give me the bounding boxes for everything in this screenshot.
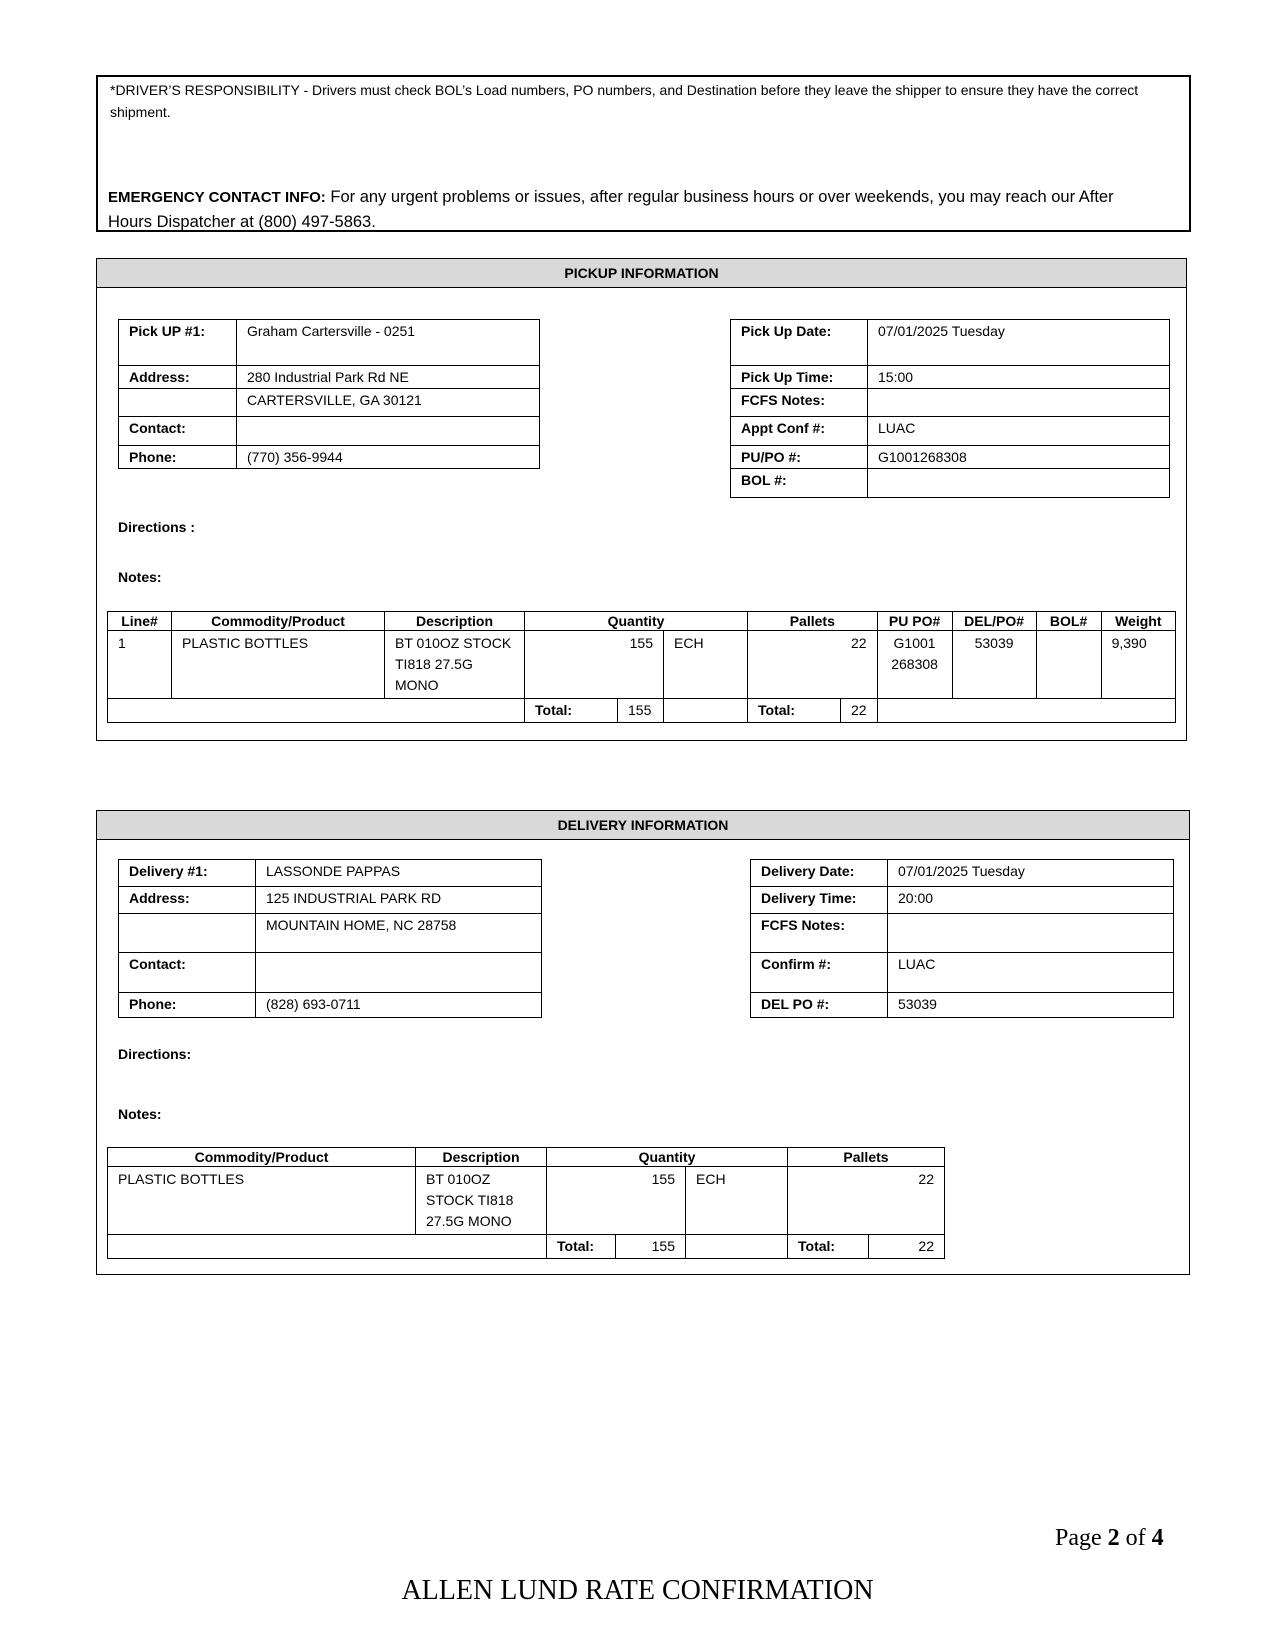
delivery-schedule-table — [750, 859, 1174, 1018]
delivery-delpo-label: DEL PO #: — [751, 993, 888, 1018]
col-pallets: Pallets — [748, 612, 878, 631]
delivery-delpo-value: 53039 — [888, 993, 1174, 1018]
page-of: of — [1119, 1525, 1152, 1551]
delivery-section — [96, 810, 1190, 1275]
pickup-appt-value: LUAC — [868, 417, 1170, 446]
pickup-bol-label: BOL #: — [731, 469, 868, 498]
delivery-phone-label: Phone: — [119, 993, 256, 1018]
pickup-items-table — [107, 611, 1176, 723]
delivery-phone-value: (828) 693-0711 — [256, 993, 542, 1018]
item-commodity: PLASTIC BOTTLES — [172, 631, 385, 699]
item-bol — [1036, 631, 1101, 699]
page-prefix: Page — [1055, 1525, 1108, 1551]
item-unit: ECH — [664, 631, 748, 699]
col-weight: Weight — [1101, 612, 1175, 631]
item-unit: ECH — [686, 1167, 788, 1235]
item-description — [385, 631, 525, 699]
delivery-confirm-label: Confirm #: — [751, 953, 888, 993]
col-commodity: Commodity/Product — [108, 1148, 416, 1167]
driver-responsibility-text: *DRIVER’S RESPONSIBILITY - Drivers must check BOL’s Load numbers, PO numbers, and Destination before they leave the shipper to ensure they have the correct shipment. — [110, 82, 1139, 120]
item-qty: 155 — [547, 1167, 686, 1235]
delivery-header: DELIVERY INFORMATION — [97, 811, 1189, 840]
page-current: 2 — [1107, 1525, 1120, 1551]
pickup-address-label: Address: — [119, 366, 237, 389]
total-qty-label: Total: — [525, 699, 618, 722]
item-description-line2: TI818 27.5G — [395, 656, 473, 672]
pickup-label: Pick UP #1: — [119, 320, 237, 366]
delivery-address-line1: 125 INDUSTRIAL PARK RD — [256, 887, 542, 914]
totals-row — [108, 699, 1176, 723]
total-pallets-value: 22 — [918, 1238, 934, 1254]
pickup-time-value: 15:00 — [868, 366, 1170, 389]
item-pallets: 22 — [788, 1167, 945, 1235]
col-pallets: Pallets — [788, 1148, 945, 1167]
pickup-contact-label: Contact: — [119, 417, 237, 446]
delivery-fcfs-label: FCFS Notes: — [751, 914, 888, 953]
delivery-time-value: 20:00 — [888, 887, 1174, 914]
table-row — [108, 631, 1176, 699]
pickup-phone-label: Phone: — [119, 446, 237, 469]
delivery-date-label: Delivery Date: — [751, 860, 888, 887]
pickup-details-table — [118, 319, 540, 469]
pickup-schedule-table — [730, 319, 1170, 498]
col-line: Line# — [108, 612, 172, 631]
delivery-address-line2: MOUNTAIN HOME, NC 28758 — [256, 914, 542, 953]
pickup-bol-value — [868, 469, 1170, 498]
pickup-header: PICKUP INFORMATION — [97, 259, 1186, 288]
total-pallets-label: Total: — [788, 1235, 869, 1258]
pickup-appt-label: Appt Conf #: — [731, 417, 868, 446]
delivery-label: Delivery #1: — [119, 860, 256, 887]
item-description — [416, 1167, 547, 1235]
pickup-value: Graham Cartersville - 0251 — [237, 320, 540, 366]
col-del-po: DEL/PO# — [952, 612, 1036, 631]
pickup-fcfs-value — [868, 389, 1170, 417]
delivery-notes-label: Notes: — [118, 1106, 162, 1122]
pickup-address-line2: CARTERSVILLE, GA 30121 — [237, 389, 540, 417]
delivery-contact-value — [256, 953, 542, 993]
item-description-line1: BT 010OZ — [426, 1171, 491, 1187]
totals-row — [108, 1235, 945, 1259]
col-quantity: Quantity — [525, 612, 748, 631]
item-line: 1 — [108, 631, 172, 699]
pickup-date-value: 07/01/2025 Tuesday — [868, 320, 1170, 366]
item-commodity: PLASTIC BOTTLES — [108, 1167, 416, 1235]
item-description-line1: BT 010OZ STOCK — [395, 635, 512, 651]
col-description: Description — [416, 1148, 547, 1167]
pickup-date-label: Pick Up Date: — [731, 320, 868, 366]
pickup-time-label: Pick Up Time: — [731, 366, 868, 389]
document-title: ALLEN LUND RATE CONFIRMATION — [401, 1575, 874, 1606]
total-qty-label: Total: — [547, 1235, 616, 1258]
delivery-fcfs-value — [888, 914, 1174, 953]
item-weight: 9,390 — [1101, 631, 1175, 699]
emergency-contact — [108, 185, 1159, 234]
emergency-text: For any urgent problems or issues, after regular business hours or over weekends, you may reach our After Hours Dispatcher at (800) 497-5863. — [108, 188, 1114, 231]
table-row — [108, 1167, 945, 1235]
item-del-po: 53039 — [952, 631, 1036, 699]
total-pallets-label: Total: — [748, 699, 841, 722]
pickup-address-line1: 280 Industrial Park Rd NE — [237, 366, 540, 389]
delivery-date-value: 07/01/2025 Tuesday — [888, 860, 1174, 887]
delivery-address-label: Address: — [119, 887, 256, 914]
pickup-contact-value — [237, 417, 540, 446]
delivery-contact-label: Contact: — [119, 953, 256, 993]
col-pu-po: PU PO# — [877, 612, 952, 631]
item-pu-po-line1: G1001 — [893, 635, 936, 651]
page-number — [1055, 1525, 1164, 1552]
total-qty-value: 155 — [628, 702, 652, 718]
col-bol: BOL# — [1036, 612, 1101, 631]
total-pallets-value: 22 — [851, 702, 867, 718]
item-description-line3: MONO — [395, 677, 439, 693]
col-description: Description — [385, 612, 525, 631]
pickup-pupo-value: G1001268308 — [868, 446, 1170, 469]
pickup-pupo-label: PU/PO #: — [731, 446, 868, 469]
item-pallets: 22 — [748, 631, 878, 699]
pickup-phone-value: (770) 356-9944 — [237, 446, 540, 469]
pickup-fcfs-label: FCFS Notes: — [731, 389, 868, 417]
total-qty-value: 155 — [651, 1238, 675, 1254]
item-qty: 155 — [525, 631, 664, 699]
delivery-confirm-value: LUAC — [888, 953, 1174, 993]
col-commodity: Commodity/Product — [172, 612, 385, 631]
delivery-items-table — [107, 1147, 945, 1259]
delivery-details-table — [118, 859, 542, 1018]
delivery-value: LASSONDE PAPPAS — [256, 860, 542, 887]
emergency-label: EMERGENCY CONTACT INFO: — [108, 189, 326, 206]
item-pu-po-line2: 268308 — [891, 656, 938, 672]
col-quantity: Quantity — [547, 1148, 788, 1167]
pickup-section — [96, 258, 1187, 741]
item-description-line3: 27.5G MONO — [426, 1213, 512, 1229]
page-total: 4 — [1151, 1525, 1164, 1551]
delivery-time-label: Delivery Time: — [751, 887, 888, 914]
item-pu-po — [877, 631, 952, 699]
notice-box — [96, 75, 1191, 232]
delivery-directions-label: Directions: — [118, 1046, 192, 1062]
pickup-directions-label: Directions : — [118, 519, 196, 535]
item-description-line2: STOCK TI818 — [426, 1192, 514, 1208]
pickup-notes-label: Notes: — [118, 569, 162, 585]
